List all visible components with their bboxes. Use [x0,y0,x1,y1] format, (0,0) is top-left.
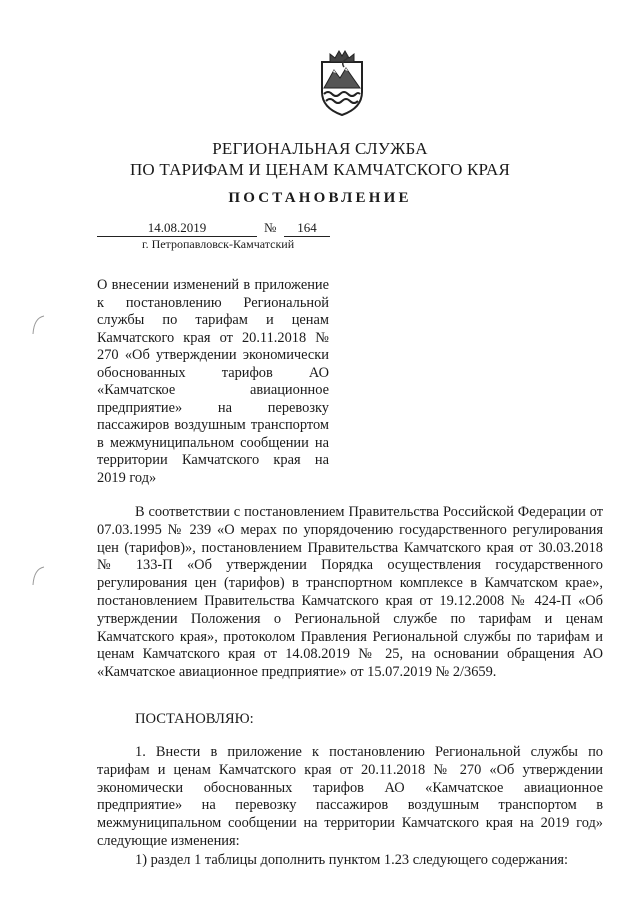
kamchatka-coat-of-arms-icon [314,48,370,118]
clause-1-paragraph: 1. Внести в приложение к постановлению Региональной службы по тарифам и ценам Камчатского края от 20.11.2018 № 270 «Об утверждении экономически обоснованных тарифов АО «Камчатское авиационное предприятие» на перевозку пассажиров воздушным транспортом в межмуниципальном сообщении на территории Камчатского края на 2019 год» следующие изменения: [97,744,603,849]
coat-of-arms-emblem [314,48,370,118]
scan-margin-mark [30,314,46,336]
agency-name-line1: РЕГИОНАЛЬНАЯ СЛУЖБА [212,139,428,158]
document-place: г. Петропавловск-Камчатский [142,237,295,251]
preamble-paragraph: В соответствии с постановлением Правительства Российской Федерации от 07.03.1995 № 239 «О мерах по упорядочению государственного регулирования цен (тарифов)», постановлением Правительства Камчатского края от 30.03.2018 № 133-П «Об утверждении Порядка осуществления государственного регулирования цен (тарифов) в транспортном комплексе в Камчатском крае», постановлением Правительства Камчатского края от 19.12.2008 № 424-П «Об утверждении Положения о Региональной службе по тарифам и ценам Камчатского края», протоколом Правления Региональной службы по тарифам и ценам Камчатского края от 14.08.2019 № 25, на основании обращения АО «Камчатское авиационное предприятие» от 15.07.2019 № 2/3659. [97,504,603,681]
agency-name-line2: ПО ТАРИФАМ И ЦЕНАМ КАМЧАТСКОГО КРАЯ [129,160,511,179]
document-number: 164 [284,220,330,237]
number-label: № [264,220,277,235]
document-date: 14.08.2019 [97,220,257,237]
agency-name [0,138,640,180]
document-type-title: ПОСТАНОВЛЕНИЕ [228,190,412,206]
document-subject: О внесении изменений в приложение к постановлению Региональной службы по тарифам и ценам Камчатского края от 20.11.2018 № 270 «Об утверждении экономически обоснованных тарифов АО «Камчатское авиационное предприятие» на перевозку пассажиров воздушным транспортом в межмуниципальном сообщении на территории Камчатского края на 2019 год» [97,277,329,486]
scan-margin-mark [30,565,46,587]
clause-1-subitem-1: 1) раздел 1 таблицы дополнить пунктом 1.23 следующего содержания: [135,852,568,868]
resolve-heading: ПОСТАНОВЛЯЮ: [135,711,254,727]
